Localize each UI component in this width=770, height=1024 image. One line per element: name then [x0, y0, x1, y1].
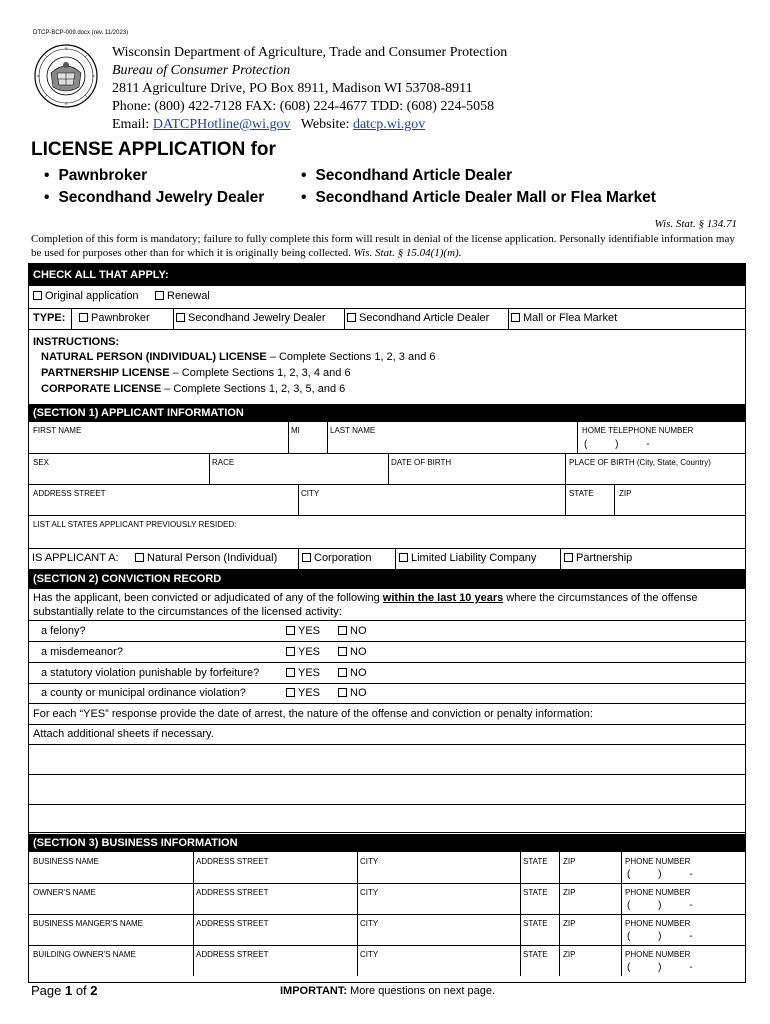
- type-pawnbroker-checkbox[interactable]: [79, 312, 150, 324]
- agency-block: [112, 44, 732, 134]
- instruction-line: [41, 383, 345, 395]
- checkbox-icon: [176, 313, 185, 322]
- forfeiture-no-checkbox[interactable]: [338, 667, 367, 679]
- statute-cite: Wis. Stat. § 134.71: [654, 218, 737, 230]
- business-column-label: STATE: [523, 857, 548, 866]
- type-jewelry-checkbox[interactable]: [176, 312, 326, 324]
- column-divider: [193, 914, 194, 945]
- original-checkbox[interactable]: [33, 290, 139, 302]
- column-divider: [193, 945, 194, 976]
- business-column-label: CITY: [360, 950, 379, 959]
- business-phone-field[interactable]: ( ) -: [627, 869, 693, 880]
- page-num: 1: [64, 983, 73, 998]
- column-divider: [621, 945, 622, 976]
- yes-label: YES: [298, 667, 321, 679]
- checkbox-icon: [511, 313, 520, 322]
- check-all-header: CHECK ALL THAT APPLY:: [29, 264, 745, 286]
- checkbox-icon: [155, 291, 164, 300]
- business-phone-field[interactable]: ( ) -: [627, 962, 693, 973]
- agency-phones: Phone: (800) 422-7128 FAX: (608) 224-4677 TDD: (608) 224-5058: [112, 99, 495, 114]
- pob-label: PLACE OF BIRTH (City, State, Country): [569, 458, 711, 467]
- page-title: LICENSE APPLICATION for: [31, 139, 276, 160]
- question-pre: Has the applicant, been convicted or adjudicated of any of the following: [33, 592, 383, 604]
- checkbox-icon: [286, 626, 295, 635]
- business-column-label: ADDRESS STREET: [196, 888, 269, 897]
- ordinance-yes-checkbox[interactable]: [286, 687, 320, 699]
- business-row-label: BUSINESS MANGER'S NAME: [33, 919, 143, 928]
- business-row-label: BUSINESS NAME: [33, 857, 99, 866]
- yes-label: YES: [298, 646, 321, 658]
- column-divider: [621, 852, 622, 883]
- type-label-text: Secondhand Article Dealer: [359, 312, 490, 324]
- instruction-bold: PARTNERSHIP LICENSE: [41, 367, 170, 379]
- business-column-label: CITY: [360, 919, 379, 928]
- column-divider: [520, 945, 521, 976]
- yes-label: YES: [298, 625, 321, 637]
- business-column-label: CITY: [360, 888, 379, 897]
- entity-label: Natural Person (Individual): [147, 552, 278, 564]
- business-column-label: ZIP: [563, 888, 576, 897]
- column-divider: [357, 883, 358, 914]
- address-label: ADDRESS STREET: [33, 489, 106, 498]
- no-label: NO: [350, 646, 367, 658]
- checkbox-icon: [338, 688, 347, 697]
- type-mall-checkbox[interactable]: [511, 312, 617, 324]
- checkbox-icon: [135, 553, 144, 562]
- instruction-line: [41, 351, 436, 363]
- important-label: IMPORTANT:: [280, 985, 348, 997]
- business-column-label: PHONE NUMBER: [625, 888, 691, 897]
- column-divider: [520, 852, 521, 883]
- column-divider: [621, 914, 622, 945]
- ordinance-question: a county or municipal ordinance violation?: [41, 687, 246, 699]
- entity-label: Partnership: [576, 552, 633, 564]
- attach-note: Attach additional sheets if necessary.: [33, 728, 214, 740]
- column-divider: [193, 883, 194, 914]
- no-label: NO: [350, 625, 367, 637]
- entity-natural-checkbox[interactable]: [135, 552, 277, 564]
- question-emph: within the last 10 years: [382, 592, 504, 604]
- license-type-mall: • Secondhand Article Dealer Mall or Flea Market: [301, 189, 656, 207]
- forfeiture-question: a statutory violation punishable by forfeiture?: [41, 667, 260, 679]
- type-label-text: Secondhand Jewelry Dealer: [188, 312, 326, 324]
- business-column-label: STATE: [523, 888, 548, 897]
- business-row-label: OWNER'S NAME: [33, 888, 96, 897]
- checkbox-icon: [399, 553, 408, 562]
- misdemeanor-question: a misdemeanor?: [41, 646, 123, 658]
- misdemeanor-yes-checkbox[interactable]: [286, 646, 320, 658]
- original-label: Original application: [45, 290, 139, 302]
- business-column-label: STATE: [523, 919, 548, 928]
- email-label: Email:: [112, 117, 153, 132]
- form-id: DTCP-BCP-009.docx (rev. 11/2023): [33, 30, 129, 36]
- zip-label: ZIP: [619, 489, 632, 498]
- business-column-label: CITY: [360, 857, 379, 866]
- instruction-bold: NATURAL PERSON (INDIVIDUAL) LICENSE: [41, 351, 267, 363]
- type-label: TYPE:: [33, 312, 66, 324]
- business-column-label: STATE: [523, 950, 548, 959]
- checkbox-icon: [564, 553, 573, 562]
- row-divider: [29, 883, 745, 884]
- instruction-bold: CORPORATE LICENSE: [41, 383, 162, 395]
- instruction-rest: – Complete Sections 1, 2, 3 and 6: [266, 351, 436, 363]
- business-column-label: ZIP: [563, 919, 576, 928]
- page-total: 2: [90, 983, 98, 998]
- city-label: CITY: [301, 489, 320, 498]
- column-divider: [357, 852, 358, 883]
- checkbox-icon: [302, 553, 311, 562]
- conviction-question: [33, 591, 733, 619]
- website-link[interactable]: datcp.wi.gov: [352, 117, 426, 132]
- form-grid: [28, 263, 746, 983]
- website-label: Website:: [290, 117, 353, 132]
- row-divider: [29, 945, 745, 946]
- email-link[interactable]: DATCPHotline@wi.gov: [152, 117, 291, 132]
- business-phone-field[interactable]: ( ) -: [627, 900, 693, 911]
- license-type-article: • Secondhand Article Dealer: [301, 167, 512, 185]
- entity-corporation-checkbox[interactable]: [302, 552, 371, 564]
- business-column-label: ADDRESS STREET: [196, 857, 269, 866]
- no-label: NO: [350, 687, 367, 699]
- column-divider: [559, 945, 560, 976]
- mandatory-cite: Wis. Stat. § 15.04(1)(m).: [353, 247, 462, 259]
- column-divider: [193, 852, 194, 883]
- no-label: NO: [350, 667, 367, 679]
- state-label: STATE: [569, 489, 594, 498]
- business-column-label: PHONE NUMBER: [625, 950, 691, 959]
- race-label: RACE: [212, 458, 235, 467]
- column-divider: [520, 883, 521, 914]
- entity-label: Corporation: [314, 552, 372, 564]
- license-type-jewelry: • Secondhand Jewelry Dealer: [44, 189, 264, 207]
- forfeiture-yes-checkbox[interactable]: [286, 667, 320, 679]
- is-applicant-label: IS APPLICANT A:: [32, 552, 119, 564]
- felony-yes-checkbox[interactable]: [286, 625, 320, 637]
- row-divider: [29, 914, 745, 915]
- checkbox-icon: [286, 688, 295, 697]
- agency-address: 2811 Agriculture Drive, PO Box 8911, Madison WI 53708-8911: [112, 81, 473, 96]
- last-name-label: LAST NAME: [330, 426, 376, 435]
- type-label-text: Mall or Flea Market: [523, 312, 618, 324]
- agency-contact: [112, 116, 732, 134]
- business-column-label: PHONE NUMBER: [625, 857, 691, 866]
- important-note: [280, 985, 495, 997]
- question-post: where the circumstances of the offense substantially relate to the circumstances of the licensed activity:: [33, 592, 698, 618]
- checkbox-icon: [33, 291, 42, 300]
- checkbox-icon: [347, 313, 356, 322]
- important-text: More questions on next page.: [347, 985, 495, 997]
- renewal-checkbox[interactable]: [155, 290, 210, 302]
- checkbox-icon: [286, 647, 295, 656]
- checkbox-icon: [338, 626, 347, 635]
- mi-label: MI: [291, 426, 300, 435]
- instruction-rest: – Complete Sections 1, 2, 3, 4 and 6: [169, 367, 351, 379]
- column-divider: [559, 883, 560, 914]
- business-phone-field[interactable]: ( ) -: [627, 931, 693, 942]
- home-phone-field[interactable]: ( ) -: [584, 439, 650, 450]
- business-column-label: ZIP: [563, 950, 576, 959]
- agency-name: Wisconsin Department of Agriculture, Trade and Consumer Protection: [112, 45, 508, 60]
- instruction-rest: – Complete Sections 1, 2, 3, 5, and 6: [161, 383, 346, 395]
- renewal-label: Renewal: [167, 290, 210, 302]
- column-divider: [357, 914, 358, 945]
- page-prefix: Page: [31, 983, 65, 998]
- ordinance-no-checkbox[interactable]: [338, 687, 367, 699]
- checkbox-icon: [79, 313, 88, 322]
- page-mid: of: [72, 983, 91, 998]
- business-column-label: ADDRESS STREET: [196, 919, 269, 928]
- business-column-label: PHONE NUMBER: [625, 919, 691, 928]
- section3-header: (SECTION 3) BUSINESS INFORMATION: [29, 834, 745, 852]
- wisconsin-seal-icon: [33, 43, 99, 109]
- dob-label: DATE OF BIRTH: [391, 458, 452, 467]
- misdemeanor-no-checkbox[interactable]: [338, 646, 367, 658]
- type-label-text: Pawnbroker: [91, 312, 150, 324]
- yes-label: YES: [298, 687, 321, 699]
- entity-llc-checkbox[interactable]: [399, 552, 536, 564]
- mandatory-notice: [31, 232, 741, 260]
- felony-question: a felony?: [41, 625, 86, 637]
- column-divider: [520, 914, 521, 945]
- entity-partnership-checkbox[interactable]: [564, 552, 632, 564]
- column-divider: [357, 945, 358, 976]
- column-divider: [559, 914, 560, 945]
- instruction-line: [41, 367, 351, 379]
- section1-header: (SECTION 1) APPLICANT INFORMATION: [29, 404, 745, 422]
- bureau-name: Bureau of Consumer Protection: [112, 63, 291, 78]
- sex-label: SEX: [33, 458, 50, 467]
- checkbox-icon: [338, 647, 347, 656]
- type-article-checkbox[interactable]: [347, 312, 489, 324]
- checkbox-icon: [338, 668, 347, 677]
- business-column-label: ADDRESS STREET: [196, 950, 269, 959]
- entity-label: Limited Liability Company: [411, 552, 537, 564]
- mandatory-text: Completion of this form is mandatory; failure to fully complete this form will result in denial of the license application. Personally identifiable information may be used for purposes other than for which it is originally being collected.: [31, 233, 735, 259]
- first-name-label: FIRST NAME: [33, 426, 82, 435]
- states-resided-label: LIST ALL STATES APPLICANT PREVIOUSLY RESIDED:: [33, 520, 237, 529]
- felony-no-checkbox[interactable]: [338, 625, 367, 637]
- instructions-heading: INSTRUCTIONS:: [33, 336, 120, 348]
- business-row-label: BUILDING OWNER'S NAME: [33, 950, 136, 959]
- checkbox-icon: [286, 668, 295, 677]
- page-number: [31, 983, 98, 998]
- column-divider: [621, 883, 622, 914]
- license-type-pawnbroker: • Pawnbroker: [44, 167, 147, 185]
- yes-response-note: For each “YES” response provide the date of arrest, the nature of the offense and conviction or penalty information:: [33, 708, 593, 720]
- column-divider: [559, 852, 560, 883]
- section2-header: (SECTION 2) CONVICTION RECORD: [29, 569, 745, 589]
- business-column-label: ZIP: [563, 857, 576, 866]
- home-phone-label: HOME TELEPHONE NUMBER: [582, 426, 694, 435]
